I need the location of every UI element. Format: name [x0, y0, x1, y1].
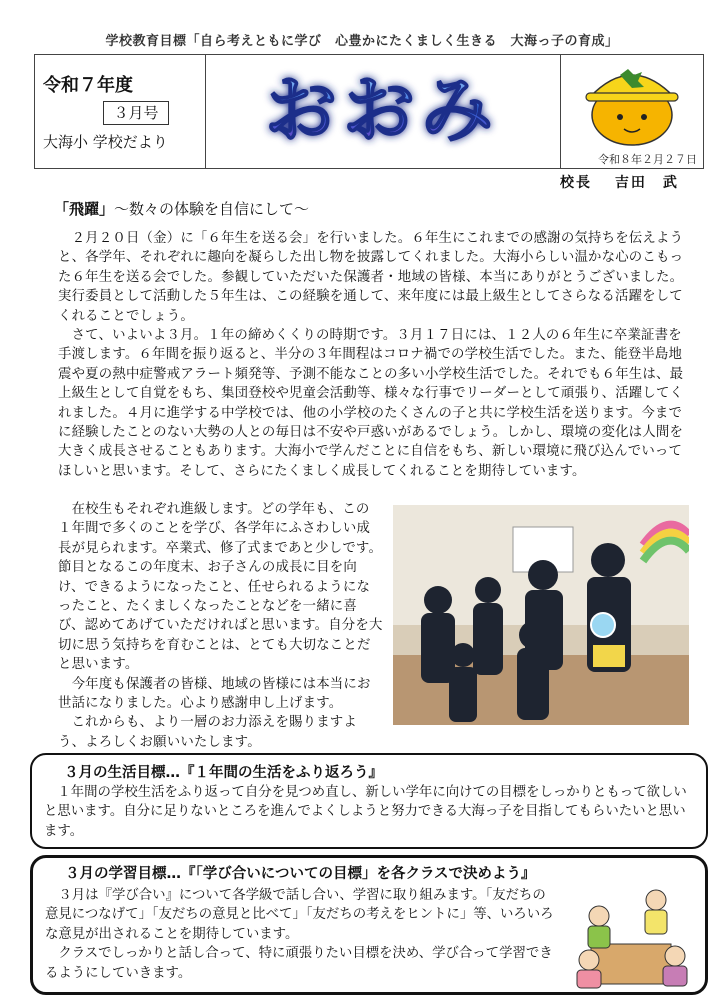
article-paragraph: ２月２０日（金）に「６年生を送る会」を行いました。６年生にこれまでの感謝の気持ちを伝えようと、各学年、それぞれに趣向を凝らした出し物を披露してくれました。大海小らしい温かな心のこもった６年生を送る会でした。参観していただいた保護者・地域の皆様、本当にありがとうございました。実行委員として活動した５年生は、この経験を通して、来年度には最上級生としてさらなる活躍をしてくれることでしょう。 [58, 231, 684, 324]
masthead [34, 54, 704, 169]
issue-date: 令和８年２月２７日 [598, 153, 697, 166]
discussion-illustration [571, 882, 691, 990]
article-body [58, 229, 692, 481]
issue-number: ３月号 [103, 101, 169, 125]
headline-sub: ～数々の体験を自信にして～ [114, 200, 310, 218]
fiscal-year: 令和７年度 [43, 75, 133, 96]
study-goal-paragraph: ３月は『学び合い』について各学級で話し合い、学習に取り組みます。「友だちの意見につなげて」「友だちの意見と比べて」「友だちの考えをヒントに」等、いろいろな意見が出されることを期待しています。 [45, 888, 554, 942]
article-paragraph: 在校生もそれぞれ進級します。どの学年も、この１年間で多くのことを学び、各学年にふさわしい成長が見られます。卒業式、修了式まであと少しです。節目となるこの年度末、お子さんの成長に目を向け、できるようになったこと、任せられるようになったこと、たくましくなったことなどを一緒に喜び、認めてあげていただければと思います。自分を大切に思う気持ちを育むことは、とても大切なことだと思います。 [58, 502, 383, 673]
article-paragraph: 今年度も保護者の皆様、地域の皆様には本当にお世話になりました。心より感謝申し上げます。 [58, 676, 371, 712]
life-goal-title: ３月の生活目標…『１年間の生活をふり返ろう』 [60, 761, 387, 782]
article-paragraph: さて、いよいよ３月。１年の締めくくりの時期です。３月１７日には、１２人の６年生に卒業証書を手渡します。６年間を振り返ると、半分の３年間程はコロナ禍での学校生活でした。また、能登半島地震や夏の熱中症警戒アラート頻発等、予測不能なことの多い小学校生活でした。それでも６年生は、最上級生として自覚をもち、集団登校や児童会活動等、様々な行事でリーダーとして頑張り、活躍してくれました。４月に進学する中学校では、他の小学校のたくさんの子と共に学校生活を送ります。今までに経験したことのない大勢の人との毎日は不安や戸惑いがあるでしょう。しかし、環境の変化は人間を大きく成長させることもあります。大海小で学んだことに自信をもち、新しい環境に飛び込んでいってほしいと思います。そして、さらにたくましく成長してくれることを期待しています。 [58, 328, 684, 479]
study-goal-box [30, 855, 708, 995]
newsletter-subtitle: 大海小 学校だより [43, 133, 168, 151]
newsletter-title [205, 55, 560, 168]
mascot-area [560, 55, 705, 168]
article-headline [54, 198, 309, 219]
school-motto: 学校教育目標「自ら考えともに学び 心豊かにたくましく生きる 大海っ子の育成」 [105, 34, 619, 49]
article-paragraph: これからも、より一層のお力添えを賜りますよう、よろしくお願いいたします。 [58, 715, 357, 750]
title-text: おおみ [264, 68, 500, 152]
study-goal-title: ３月の学習目標…『「学び合いについての目標」を各クラスで決めよう』 [61, 862, 540, 883]
life-goal-box [30, 753, 708, 849]
life-goal-text: １年間の学校生活をふり返って自分を見つめ直し、新しい学年に向けての目標をしっかりともって欲しいと思います。自分に足りないところを進んでよくしようと努力できる大海っ子を目指してもらいたいと思います。 [44, 785, 687, 839]
article-column [58, 500, 383, 752]
title-area [205, 55, 561, 168]
masthead-info [35, 55, 206, 168]
headline-main: 「飛躍」 [54, 200, 115, 218]
mascot-icon [560, 55, 705, 150]
principal-name: 校長 吉田 武 [560, 175, 679, 191]
study-goal-paragraph: クラスでしっかりと話し合って、特に頑張りたい目標を決め、学び合って学習できるようにしていきます。 [45, 946, 553, 981]
study-goal-text [45, 886, 555, 983]
students-photo [393, 505, 689, 725]
